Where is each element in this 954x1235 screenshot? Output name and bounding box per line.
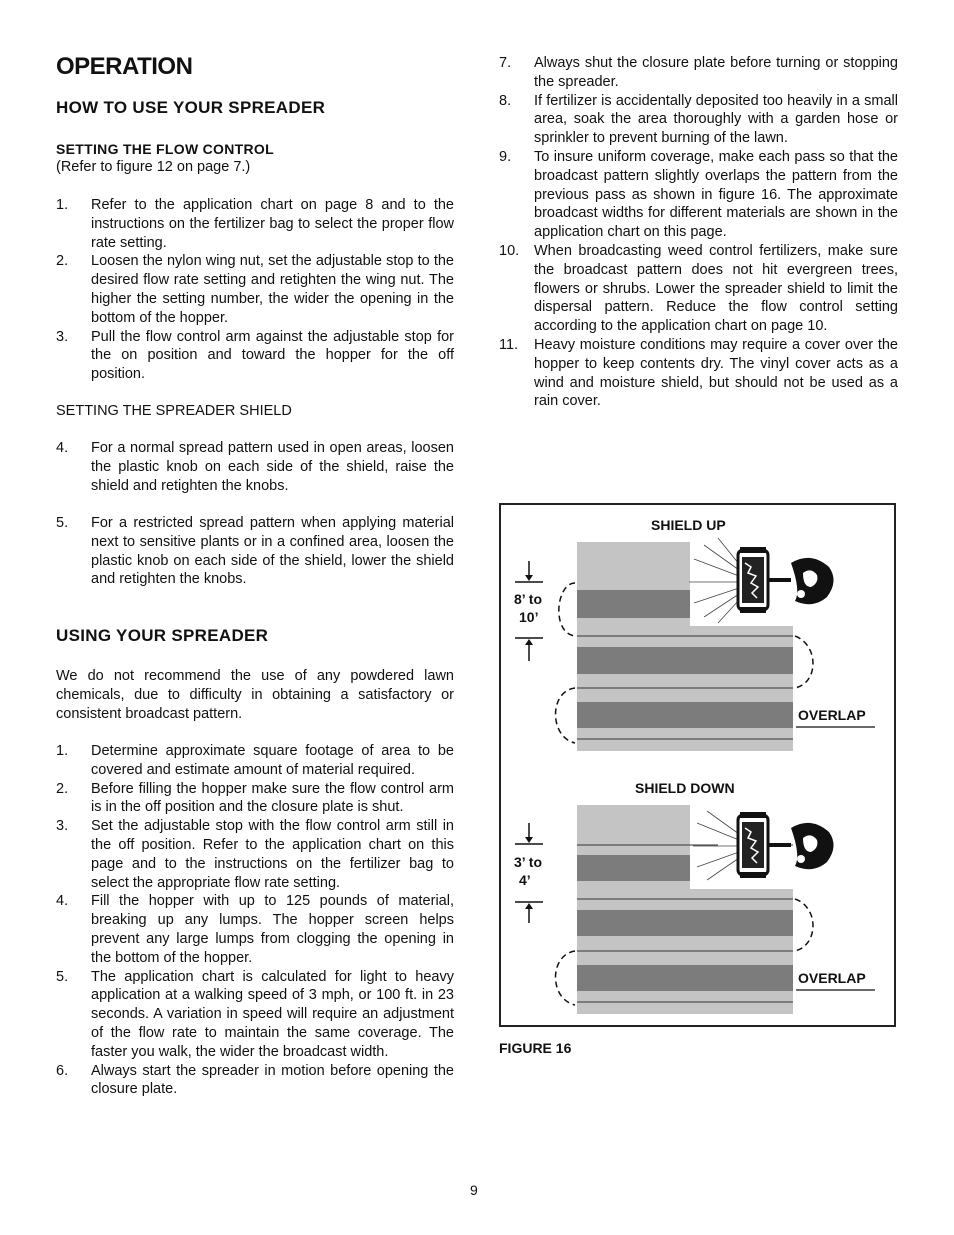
- list-item: 4. Fill the hopper with up to 125 pounds of material, breaking up any lumps. The hopper screen helps prevent any large lumps from clogging the opening in the bottom of the hopper.: [56, 893, 454, 966]
- flow-control-reference: (Refer to figure 12 on page 7.): [56, 159, 251, 175]
- list-item: 8. If fertilizer is accidentally deposited too heavily in a small area, soak the area thoroughly with a garden hose or sprinkler to prevent burning of the lawn.: [499, 92, 898, 147]
- section-heading-using: USING YOUR SPREADER: [56, 626, 269, 645]
- subheading-spreader-shield: SETTING THE SPREADER SHIELD: [56, 403, 292, 419]
- list-item: 1. Determine approximate square footage of area to be covered and estimate amount of material required.: [56, 743, 454, 778]
- shield-down-width-label: 4’: [519, 872, 531, 888]
- pass-band-dark: [577, 647, 793, 674]
- using-steps: [56, 742, 454, 1099]
- pass-band-dark: [577, 965, 793, 991]
- broadcast-pattern-diagram: [501, 505, 894, 1025]
- pass-band-light: [577, 542, 690, 590]
- subheading-flow-control: SETTING THE FLOW CONTROL: [56, 141, 274, 157]
- shield-step-4: [56, 439, 454, 495]
- shield-step-5: [56, 514, 454, 589]
- flow-control-steps: [56, 196, 454, 384]
- list-item: 9. To insure uniform coverage, make each pass so that the broadcast pattern slightly overlaps the pattern from the previous pass as shown in figure 16. The approximate broadcast widths for different materials are shown in the application chart on this page.: [499, 148, 898, 241]
- shield-down-width-label: 3’ to: [514, 854, 543, 870]
- list-item: 11. Heavy moisture conditions may require a cover over the hopper to keep contents dry. The vinyl cover acts as a wind and moisture shield, but should not be used as a rain cover.: [499, 336, 898, 410]
- shield-up-label: SHIELD UP: [651, 517, 726, 533]
- list-item: 3. Set the adjustable stop with the flow control arm still in the off position. Refer to the application chart on this page and to the instructions on the fertilizer bag to select the appropriate flow rate setting.: [56, 818, 454, 891]
- list-item: 5. The application chart is calculated for light to heavy application at a walking speed of 3 mph, or 100 ft. in 23 seconds. A variation in speed will require an adjustment of the flow rate to maintain the same coverage. The faster you walk, the wider the broadcast width.: [56, 968, 454, 1060]
- pass-band-light: [577, 618, 690, 626]
- shield-down-label: SHIELD DOWN: [635, 780, 735, 796]
- pass-band-light: [577, 805, 690, 855]
- pass-band-dark: [577, 702, 793, 728]
- pass-band-dark: [577, 590, 690, 618]
- spreader-icon: [738, 812, 834, 878]
- shield-up-width-label: 8’ to: [514, 591, 543, 607]
- list-item: 3. Pull the flow control arm against the adjustable stop for the on position and toward the hopper for the off position.: [56, 328, 454, 383]
- list-item: 5. For a restricted spread pattern when applying material next to sensitive plants or in a confined area, loosen the plastic knob on each side of the shield, lower the shield and retighten the knobs.: [56, 515, 454, 588]
- list-item: 2. Before filling the hopper make sure the flow control arm is in the off position and the closure plate is shut.: [56, 780, 454, 816]
- page-number: 9: [470, 1182, 478, 1198]
- pass-band-dark: [577, 855, 690, 881]
- overlap-curve: [795, 899, 813, 951]
- list-item: 10. When broadcasting weed control fertilizers, make sure the broadcast pattern does not hit evergreen trees, flowers or shrubs. Lower the spreader shield to limit the dispersal pattern. Reduce the flow control setting according to the application chart on page 10.: [499, 242, 898, 335]
- overlap-label: OVERLAP: [798, 707, 866, 723]
- spreader-icon: [738, 547, 834, 613]
- using-steps-continued: [499, 54, 898, 411]
- section-heading-how-to-use: HOW TO USE YOUR SPREADER: [56, 98, 326, 117]
- overlap-curve: [556, 951, 576, 1005]
- list-item: 4. For a normal spread pattern used in open areas, loosen the plastic knob on each side of the shield, raise the shield and retighten the knobs.: [56, 440, 454, 494]
- overlap-curve: [556, 688, 576, 743]
- list-item: 2. Loosen the nylon wing nut, set the adjustable stop to the desired flow rate setting and retighten the wing nut. The higher the setting number, the wider the opening in the bottom of the hopper.: [56, 253, 454, 326]
- pass-band-dark: [577, 910, 793, 936]
- pass-band-light: [577, 881, 690, 889]
- using-intro: We do not recommend the use of any powdered lawn chemicals, due to difficulty in obtaining a satisfactory or consistent broadcast pattern.: [56, 668, 454, 722]
- figure-16-box: [499, 503, 896, 1027]
- list-item: 1. Refer to the application chart on page 8 and to the instructions on the fertilizer bag to select the proper flow rate setting.: [56, 197, 454, 251]
- list-item: 6. Always start the spreader in motion before opening the closure plate.: [56, 1062, 454, 1098]
- page-title: OPERATION: [56, 53, 193, 80]
- overlap-curve: [559, 583, 575, 636]
- list-item: 7. Always shut the closure plate before turning or stopping the spreader.: [499, 55, 898, 90]
- overlap-label: OVERLAP: [798, 970, 866, 986]
- overlap-curve: [795, 636, 813, 688]
- figure-caption: FIGURE 16: [499, 1040, 572, 1056]
- shield-up-width-label: 10’: [519, 609, 539, 625]
